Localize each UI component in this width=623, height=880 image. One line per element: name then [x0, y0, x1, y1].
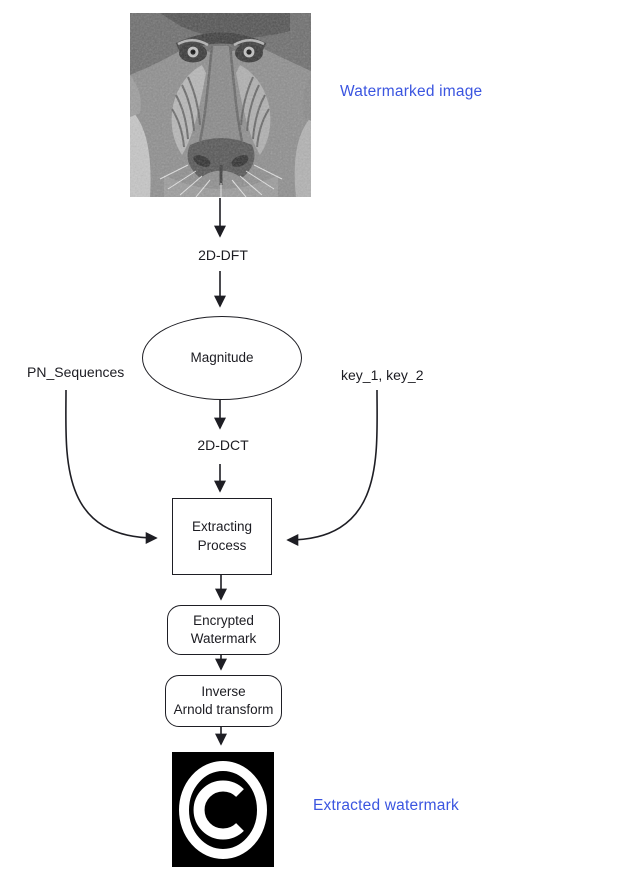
- curve-keys-to-extracting: [288, 390, 377, 540]
- copyright-icon: [172, 752, 274, 867]
- node-extracting-process: [172, 498, 272, 575]
- label-2d-dct: 2D-DCT: [197, 437, 249, 453]
- curve-pn-to-extracting: [66, 390, 156, 538]
- label-2d-dft: 2D-DFT: [198, 247, 248, 263]
- node-encrypted-label: Encrypted Watermark: [190, 612, 257, 646]
- node-magnitude-label: Magnitude: [190, 349, 254, 365]
- label-keys: key_1, key_2: [341, 367, 424, 383]
- extracted-watermark-image: [172, 752, 274, 867]
- watermarked-baboon-image: [130, 13, 311, 197]
- node-inverse-label: Inverse Arnold transform: [173, 683, 274, 717]
- node-encrypted-watermark: [167, 605, 280, 655]
- node-inverse-arnold: [165, 675, 282, 727]
- label-pn-sequences: PN_Sequences: [27, 364, 125, 380]
- caption-extracted-watermark: Extracted watermark: [313, 797, 459, 814]
- baboon-illustration: [130, 13, 311, 197]
- caption-watermarked-image: Watermarked image: [340, 83, 483, 100]
- node-extracting-label: Extracting Process: [191, 519, 253, 553]
- node-magnitude: [142, 316, 302, 400]
